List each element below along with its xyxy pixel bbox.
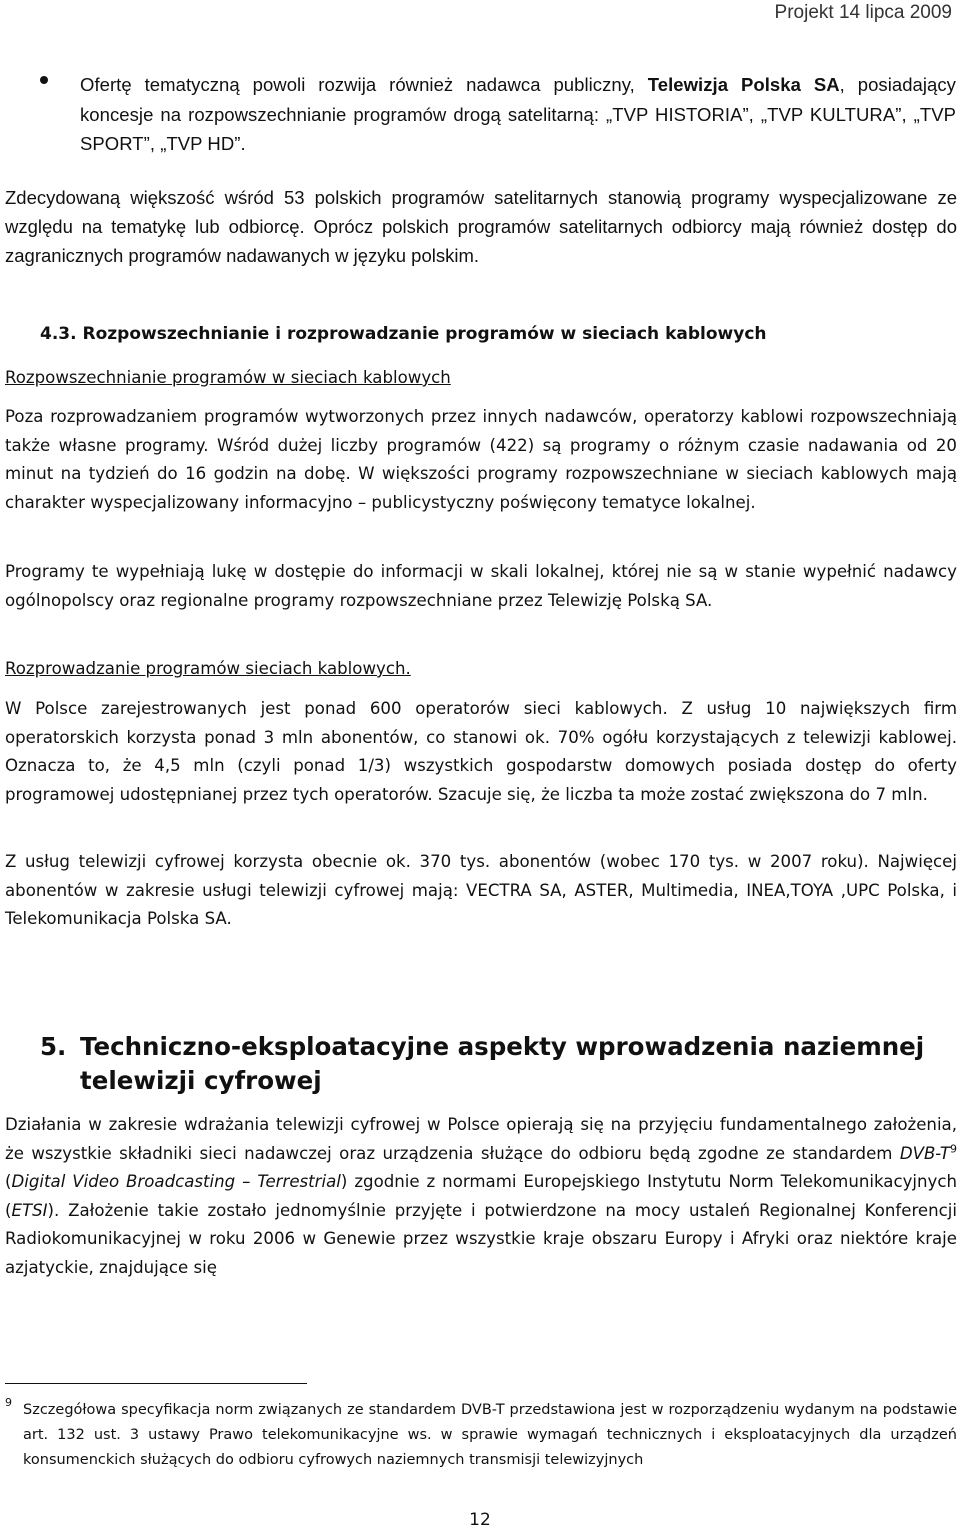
dvbt-standard: DVB-T (899, 1143, 950, 1163)
dvbt-text-d: ). Założenie takie zostało jednomyślnie przyjęte i potwierdzone na mocy ustaleń Regionalnej Konferencji Radiokomunikacyjnej w roku 2006 w Genewie przez wszystkie kraje obszaru Europy i Afryki oraz niektóre kraje azjatyckie, znajdujące się (5, 1200, 957, 1277)
footnote-number: 9 (5, 1396, 12, 1409)
footnote-ref-9[interactable]: 9 (950, 1142, 957, 1156)
paragraph-digital-subscribers: Z usług telewizji cyfrowej korzysta obecnie ok. 370 tys. abonentów (wobec 170 tys. w 2007 roku). Najwięcej abonentów w zakresie usługi telewizji cyfrowej mają: VECTRA SA, ASTER, Multimedia, INEA,TOYA ,UPC Polska, i Telekomunikacja Polska SA. (5, 852, 957, 929)
dvbt-text-b: ( (5, 1172, 12, 1192)
footnote-text: Szczegółowa specyfikacja norm związanych ze standardem DVB-T przedstawiona jest w rozporządzeniu wydanym na podstawie art. 132 ust. 3 ustawy Prawo telekomunikacyjne ws. w sprawie wymagań technicznych i eksploatacyjnych dla urządzeń konsumenckich służących do odbioru cyfrowych naziemnych transmisji telewizyjnych (23, 1402, 957, 1468)
bullet-text-part1: Ofertę tematyczną powoli rozwija również nadawca publiczny, (80, 74, 648, 95)
paragraph-cable-programs: Poza rozprowadzaniem programów wytworzonych przez innych nadawców, operatorzy kablowi rozpowszechniają także własne programy. Wśród dużej liczby programów (422) są programy o różnym czasie nadawania od 20 minut na tydzień do 16 godzin na dobę. W większości programy rozpowszechniane w sieciach kablowych mają charakter wyspecjalizowany informacyjno – publicystyczny poświęcony tematyce lokalnej. (5, 407, 957, 512)
etsi-abbrev: ETSI (11, 1200, 48, 1220)
bullet-icon (40, 76, 48, 84)
subheading-rozprowadzanie: Rozprowadzanie programów sieciach kablowych. (5, 659, 411, 678)
paragraph-operators: W Polsce zarejestrowanych jest ponad 600 operatorów sieci kablowych. Z usług 10 największych firm operatorskich korzysta ponad 3 mln abonentów, co stanowi ok. 70% ogółu korzystających z telewizji kablowej. Oznacza to, że 4,5 mln (czyli ponad 1/3) wszystkich gospodarstw domowych posiada dostęp do oferty programowej udostępnianej przez tych operatorów. Szacuje się, że liczba ta może zostać zwiększona do 7 mln. (5, 699, 957, 804)
bullet-text (80, 70, 956, 159)
dvbt-text-c: ) zgodnie z normami Europejskiego Instytutu Norm Telekomunikacyjnych ( (5, 1172, 958, 1220)
satellite-paragraph: Zdecydowaną większość wśród 53 polskich programów satelitarnych stanowią programy wyspecjalizowane ze względu na tematykę lub odbiorcę. Oprócz polskich programów satelitarnych odbiorcy mają również dostęp do zagranicznych programów nadawanych w języku polskim. (5, 187, 957, 266)
subheading-rozpowszechnianie: Rozpowszechnianie programów w sieciach kablowych (5, 368, 451, 387)
bullet-text-part2: , posiadający koncesje na rozpowszechnianie programów drogą satelitarną: „TVP HISTORIA”, „TVP KULTURA”, „TVP SPORT”, „TVP HD”. (80, 74, 956, 154)
bullet-bold-tvp: Telewizja Polska SA (647, 74, 840, 95)
footnote-separator (5, 1383, 307, 1384)
section-5-number: 5. (40, 1032, 67, 1061)
paragraph-local-gap: Programy te wypełniają lukę w dostępie do informacji w skali lokalnej, której nie są w stanie wypełnić nadawcy ogólnopolscy oraz regionalne programy rozpowszechniane przez Telewizję Polską SA. (5, 562, 957, 610)
paragraph-dvbt (5, 1111, 957, 1283)
section-4-3-heading: 4.3. Rozpowszechnianie i rozprowadzanie programów w sieciach kablowych (40, 324, 767, 344)
dvbt-full-name: Digital Video Broadcasting – Terrestrial (11, 1172, 341, 1192)
page-number: 12 (469, 1510, 491, 1530)
section-5-title: Techniczno-eksploatacyjne aspekty wprowadzenia naziemnej telewizji cyfrowej (80, 1032, 925, 1095)
dvbt-text-a: Działania w zakresie wdrażania telewizji cyfrowej w Polsce opierają się na przyjęciu fundamentalnego założenia, że wszystkie składniki sieci nadawczej oraz urządzenia służące do odbioru będą zgodne ze standardem (5, 1115, 957, 1163)
page-header: Projekt 14 lipca 2009 (774, 2, 952, 23)
